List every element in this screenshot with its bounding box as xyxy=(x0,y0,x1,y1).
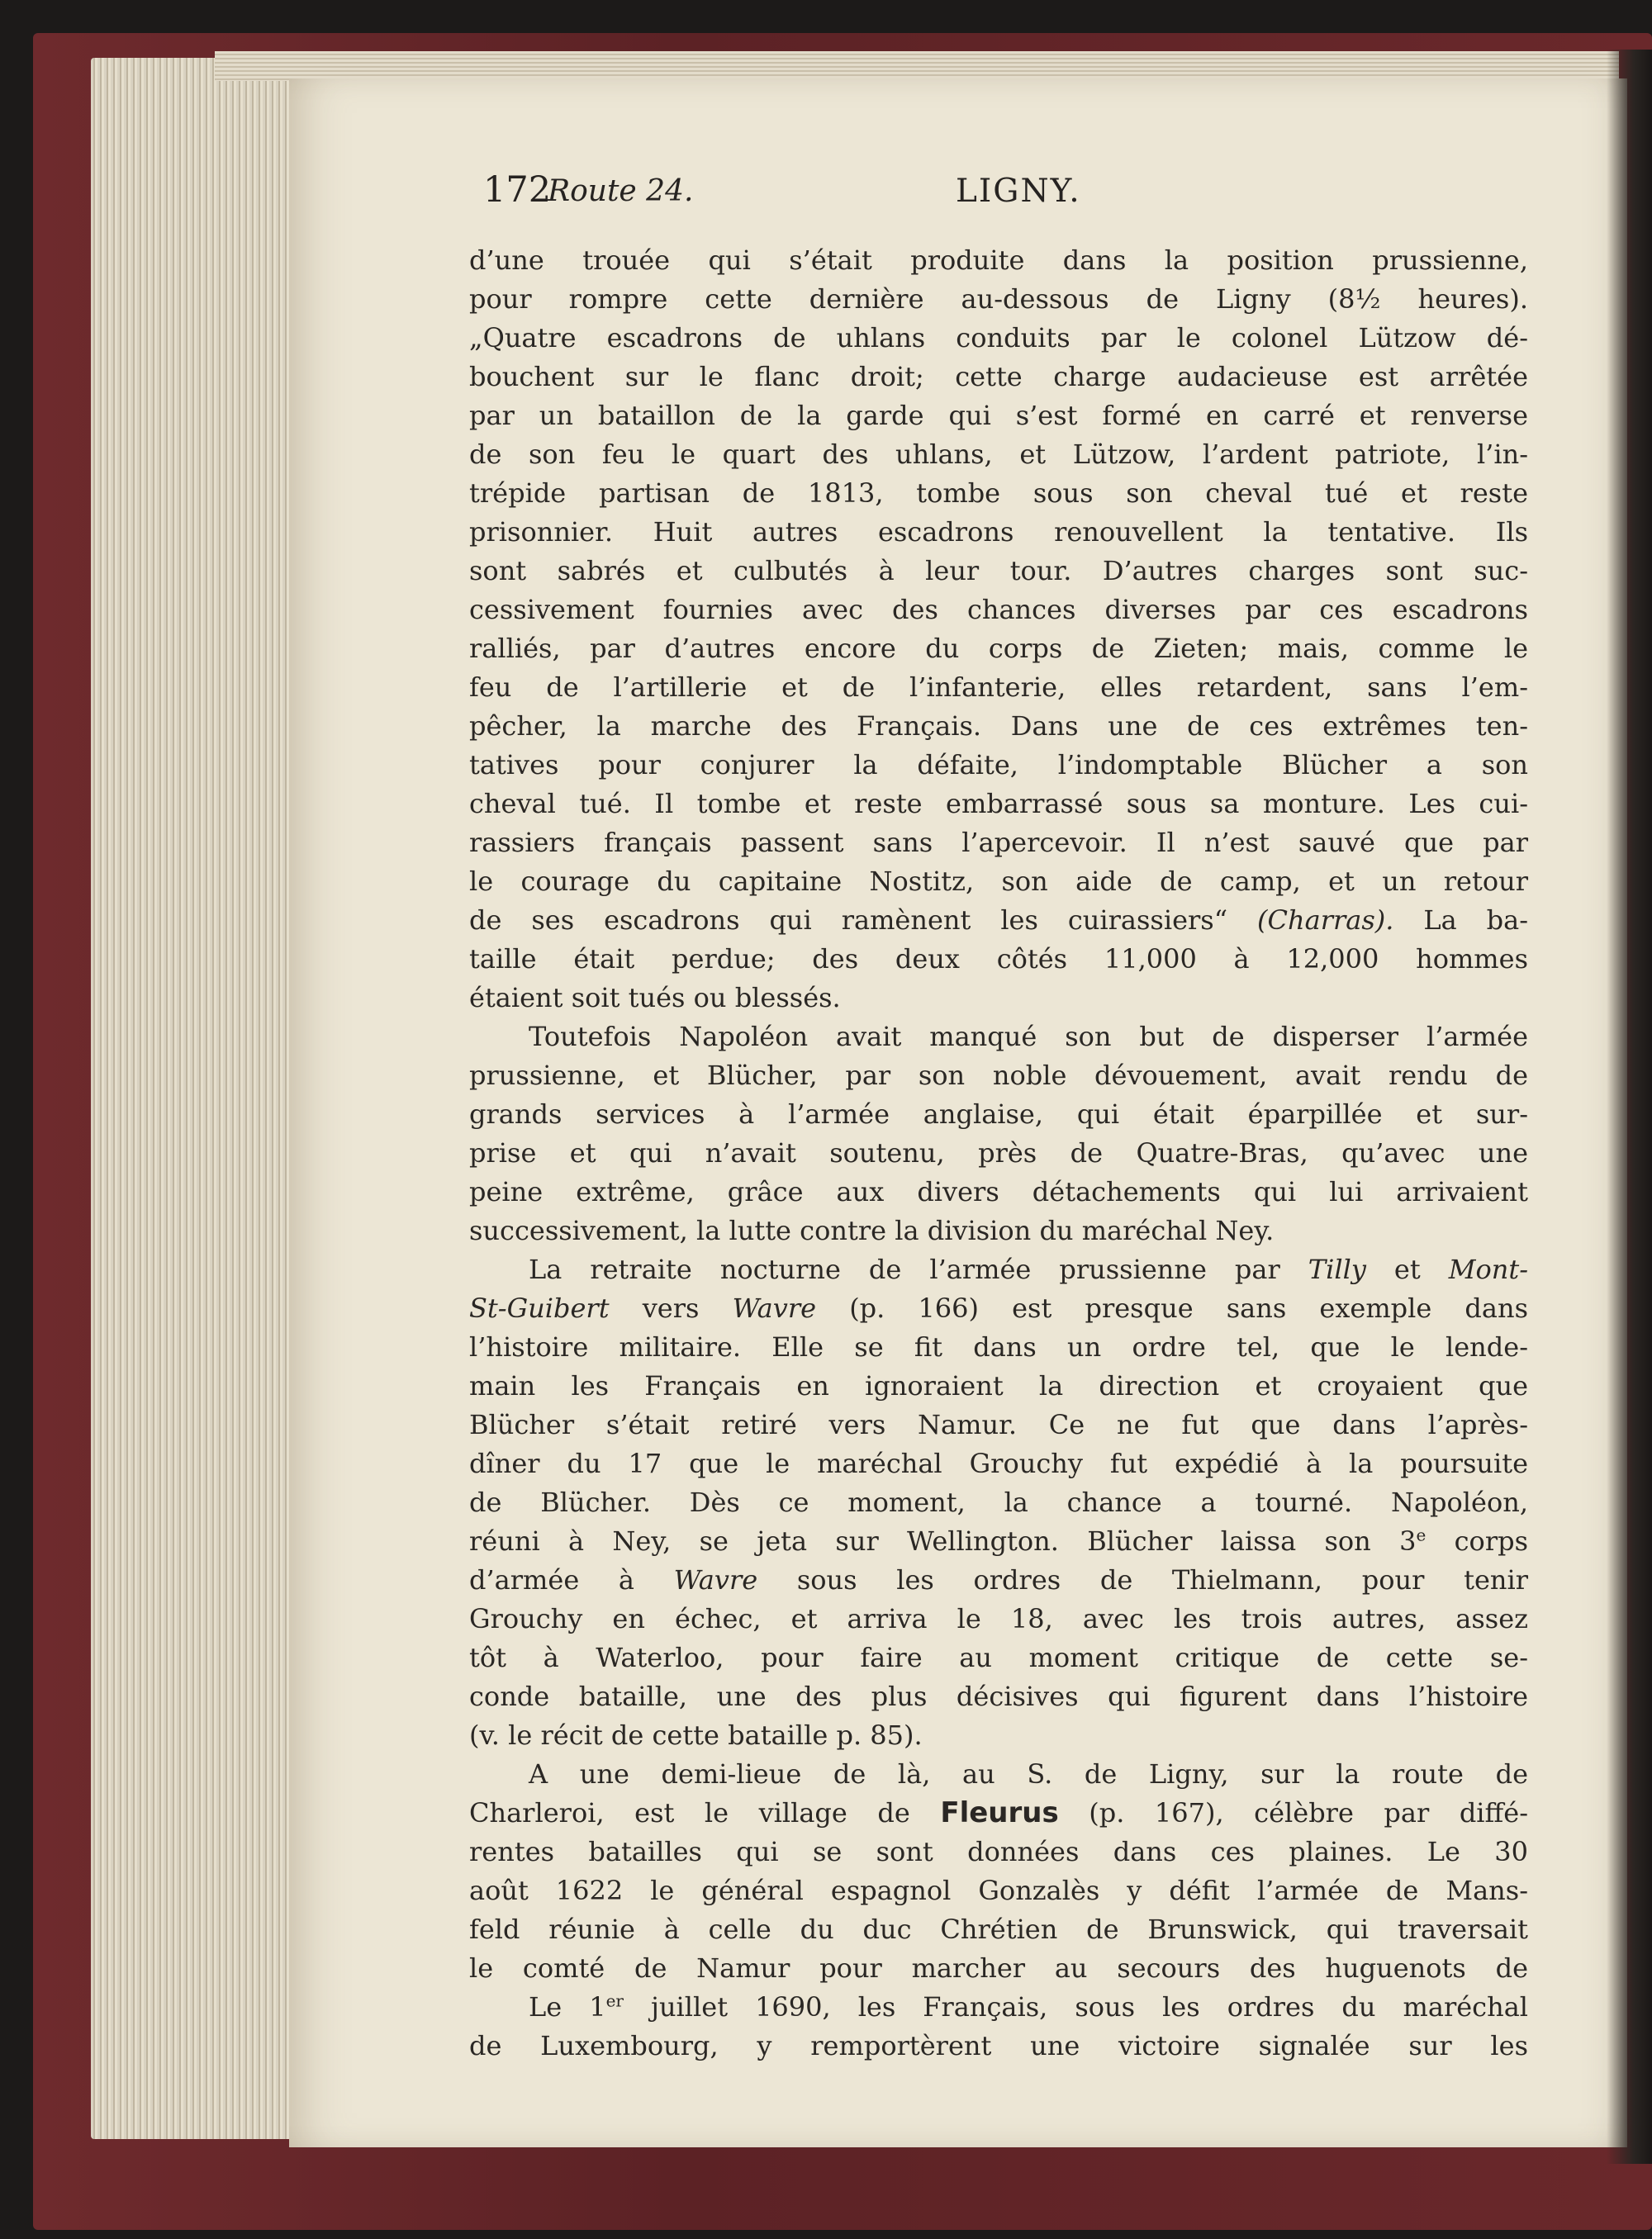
text-line: sont sabrés et culbutés à leur tour. D’autres charges sont suc- xyxy=(469,555,1528,586)
text-run: (p. 167), célèbre par diffé- xyxy=(1089,1797,1529,1829)
text-line: d’une trouée qui s’était produite dans la position prussienne, xyxy=(469,244,1528,276)
text-line: dîner du 17 que le maréchal Grouchy fut expédié à la poursuite xyxy=(469,1448,1528,1479)
place-italic: St-Guibert xyxy=(469,1293,610,1324)
text-run: de ses escadrons qui ramènent les cuirassiers“ xyxy=(469,904,1228,936)
text-run: vers xyxy=(642,1293,700,1324)
text-run: (p. 166) est presque sans exemple dans xyxy=(849,1293,1529,1324)
text-line: successivement, la lutte contre la division du maréchal Ney. xyxy=(469,1215,1275,1246)
superscript: e xyxy=(1416,1525,1427,1545)
text-line: pêcher, la marche des Français. Dans une de ces extrêmes ten- xyxy=(469,710,1528,742)
text-line: l’histoire militaire. Elle se fit dans un ordre tel, que le lende- xyxy=(469,1331,1528,1363)
text-line: Blücher s’était retiré vers Namur. Ce ne fut que dans l’après- xyxy=(469,1409,1528,1440)
text-line: par un bataillon de la garde qui s’est formé en carré et renverse xyxy=(469,400,1528,431)
text-line: étaient soit tués ou blessés. xyxy=(469,982,841,1013)
text-line: trépide partisan de 1813, tombe sous son cheval tué et reste xyxy=(469,477,1528,509)
place-italic: Tilly xyxy=(1308,1254,1366,1285)
citation-italic: (Charras). xyxy=(1257,904,1394,936)
text-run: Charleroi, est le village de xyxy=(469,1797,910,1829)
text-run: et xyxy=(1393,1254,1421,1285)
text-line: (v. le récit de cette bataille p. 85). xyxy=(469,1720,923,1751)
text-line: peine extrême, grâce aux divers détachements qui lui arrivaient xyxy=(469,1176,1528,1207)
text-line: prise et qui n’avait soutenu, près de Quatre-Bras, qu’avec une xyxy=(469,1137,1528,1169)
text-line: A une demi-lieue de là, au S. de Ligny, sur la route de xyxy=(529,1758,1528,1790)
route-label: Route 24. xyxy=(548,174,694,208)
body-text xyxy=(469,241,1528,2066)
text-line: cheval tué. Il tombe et reste embarrassé sous sa monture. Les cui- xyxy=(469,788,1528,819)
text-run: La ba- xyxy=(1423,904,1529,936)
text-run: Le 1 xyxy=(529,1991,606,2023)
text-line: pour rompre cette dernière au-dessous de Ligny (8½ heures). xyxy=(469,283,1528,315)
text-line: prussienne, et Blücher, par son noble dévouement, avait rendu de xyxy=(469,1060,1528,1091)
text-line: main les Français en ignoraient la direction et croyaient que xyxy=(469,1370,1528,1402)
text-run: d’armée à xyxy=(469,1564,634,1596)
text-run: réuni à Ney, se jeta sur Wellington. Blücher laissa son 3 xyxy=(469,1525,1417,1557)
page-title: LIGNY. xyxy=(956,173,1081,210)
place-italic: Wavre xyxy=(673,1564,758,1596)
superscript: er xyxy=(605,1990,624,2011)
text-line: de Blücher. Dès ce moment, la chance a tourné. Napoléon, xyxy=(469,1487,1528,1518)
text-line: Grouchy en échec, et arriva le 18, avec les trois autres, assez xyxy=(469,1603,1528,1634)
text-run: La retraite nocturne de l’armée prussienne par xyxy=(529,1254,1280,1285)
place-bold: Fleurus xyxy=(940,1796,1059,1829)
text-line: de son feu le quart des uhlans, et Lützow, l’ardent patriote, l’in- xyxy=(469,439,1528,470)
text-line: feld réunie à celle du duc Chrétien de Brunswick, qui traversait xyxy=(469,1914,1528,1945)
place-italic: Wavre xyxy=(732,1293,817,1324)
text-line: tatives pour conjurer la défaite, l’indomptable Blücher a son xyxy=(469,749,1528,780)
text-line xyxy=(469,1561,1528,1600)
text-line: rentes batailles qui se sont données dans ces plaines. Le 30 xyxy=(469,1836,1528,1867)
text-line: grands services à l’armée anglaise, qui était éparpillée et sur- xyxy=(469,1098,1528,1130)
text-line: „Quatre escadrons de uhlans conduits par le colonel Lützow dé- xyxy=(469,322,1528,353)
text-line xyxy=(469,1988,1528,2027)
text-line: tôt à Waterloo, pour faire au moment critique de cette se- xyxy=(469,1642,1528,1673)
text-line: bouchent sur le flanc droit; cette charge audacieuse est arrêtée xyxy=(469,361,1528,392)
gutter-shadow xyxy=(1607,50,1652,2164)
text-line: prisonnier. Huit autres escadrons renouvellent la tentative. Ils xyxy=(469,516,1528,548)
text-line: rassiers français passent sans l’apercevoir. Il n’est sauvé que par xyxy=(469,827,1528,858)
text-line xyxy=(469,1794,1528,1833)
text-line: cessivement fournies avec des chances diverses par ces escadrons xyxy=(469,594,1528,625)
text-line: de Luxembourg, y remportèrent une victoire signalée sur les xyxy=(469,2030,1528,2061)
text-line: feu de l’artillerie et de l’infanterie, elles retardent, sans l’em- xyxy=(469,671,1528,703)
text-line: conde bataille, une des plus décisives qui figurent dans l’histoire xyxy=(469,1681,1528,1712)
text-line: août 1622 le général espagnol Gonzalès y défit l’armée de Mans- xyxy=(469,1875,1528,1906)
place-italic: Mont- xyxy=(1448,1254,1529,1285)
text-line: Toutefois Napoléon avait manqué son but de disperser l’armée xyxy=(529,1021,1528,1052)
text-run: corps xyxy=(1454,1525,1529,1557)
text-line xyxy=(469,1250,1528,1289)
text-line: ralliés, par d’autres encore du corps de Zieten; mais, comme le xyxy=(469,633,1528,664)
running-header xyxy=(483,169,1557,219)
text-line: le courage du capitaine Nostitz, son aide de camp, et un retour xyxy=(469,866,1528,897)
text-line: le comté de Namur pour marcher au secours des huguenots de xyxy=(469,1952,1528,1984)
text-line xyxy=(469,901,1528,940)
text-run: juillet 1690, les Français, sous les ordres du maréchal xyxy=(651,1991,1529,2023)
page-stack-top-edge xyxy=(215,51,1619,81)
text-line xyxy=(469,1522,1528,1561)
text-line: taille était perdue; des deux côtés 11,000 à 12,000 hommes xyxy=(469,943,1528,975)
text-run: sous les ordres de Thielmann, pour tenir xyxy=(796,1564,1529,1596)
text-line xyxy=(469,1289,1528,1328)
page-number: 172 xyxy=(483,169,552,211)
